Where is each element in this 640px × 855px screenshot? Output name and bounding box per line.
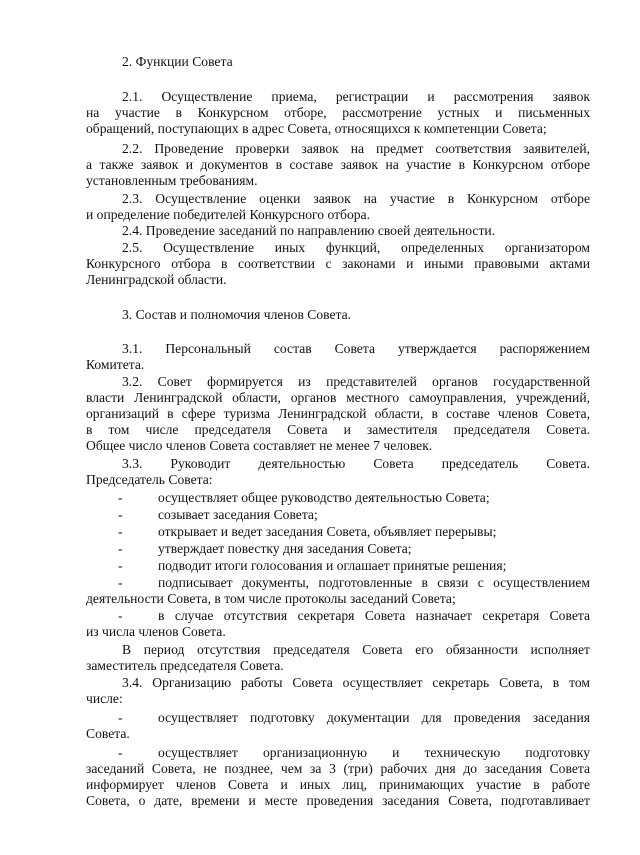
bullet-text: осуществляет общее руководство деятельностью Совета;	[158, 490, 490, 505]
bullet-dash: -	[118, 541, 123, 556]
bullet-dash: -	[118, 745, 123, 760]
paragraph-line: организаций в сфере туризма Ленинградской области, в составе членов Совета,	[86, 406, 590, 421]
bullet-text: подписывает документы, подготовленные в связи с осуществлением	[158, 575, 590, 590]
bullet-text: созывает заседания Совета;	[158, 507, 318, 522]
bullet-text-continuation: Совета.	[86, 726, 130, 741]
paragraph-line: заместитель председателя Совета.	[86, 658, 284, 673]
paragraph-line: 2.2. Проведение проверки заявок на предмет соответствия заявителей,	[122, 141, 590, 156]
paragraph-line: 2.1. Осуществление приема, регистрации и рассмотрения заявок	[122, 89, 590, 104]
paragraph-line: установленным требованиям.	[86, 173, 258, 188]
paragraph-line: 3.3. Руководит деятельностью Совета председатель Совета.	[122, 456, 590, 471]
bullet-text: утверждает повестку дня заседания Совета;	[158, 541, 412, 556]
bullet-dash: -	[118, 710, 123, 725]
paragraph-line: а также заявок и документов в составе заявок на участие в Конкурсном отборе	[86, 157, 590, 172]
bullet-text: открывает и ведет заседания Совета, объявляет перерывы;	[158, 524, 497, 539]
paragraph-line: 2.4. Проведение заседаний по направлению своей деятельности.	[122, 223, 496, 238]
bullet-text-continuation: информирует членов Совета и иных лиц, принимающих участие в работе	[86, 777, 590, 792]
paragraph-line: Общее число членов Совета составляет не менее 7 человек.	[86, 438, 433, 453]
section-heading: 2. Функции Совета	[122, 54, 233, 69]
section-heading: 3. Состав и полномочия членов Совета.	[122, 307, 352, 322]
paragraph-line: власти Ленинградской области, органов местного самоуправления, учреждений,	[86, 390, 590, 405]
bullet-text-continuation: деятельности Совета, в том числе протоколы заседаний Совета;	[86, 591, 456, 606]
paragraph-line: и определение победителей Конкурсного отбора.	[86, 207, 370, 222]
paragraph-line: В период отсутствия председателя Совета его обязанности исполняет	[122, 642, 590, 657]
bullet-text-continuation: заседаний Совета, не позднее, чем за 3 (три) рабочих дня до заседания Совета	[86, 761, 590, 776]
paragraph-line: 3.2. Совет формируется из представителей органов государственной	[122, 374, 590, 389]
bullet-dash: -	[118, 558, 123, 573]
paragraph-line: Конкурсного отбора в соответствии с законами и иными правовыми актами	[86, 256, 590, 271]
bullet-dash: -	[118, 608, 123, 623]
paragraph-line: Председатель Совета:	[86, 472, 213, 487]
paragraph-line: 3.4. Организацию работы Совета осуществляет секретарь Совета, в том	[122, 675, 590, 690]
bullet-text: осуществляет организационную и техническую подготовку	[158, 745, 590, 760]
bullet-text: в случае отсутствия секретаря Совета назначает секретаря Совета	[158, 608, 590, 623]
bullet-dash: -	[118, 575, 123, 590]
paragraph-line: в том числе председателя Совета и заместителя председателя Совета.	[86, 422, 590, 437]
bullet-dash: -	[118, 490, 123, 505]
bullet-dash: -	[118, 524, 123, 539]
paragraph-line: Комитета.	[86, 357, 145, 372]
paragraph-line: 2.5. Осуществление иных функций, определенных организатором	[122, 240, 590, 255]
paragraph-line: 3.1. Персональный состав Совета утверждается распоряжением	[122, 341, 590, 356]
bullet-dash: -	[118, 507, 123, 522]
bullet-text: осуществляет подготовку документации для проведения заседания	[158, 710, 590, 725]
bullet-text: подводит итоги голосования и оглашает принятые решения;	[158, 558, 507, 573]
bullet-text-continuation: Совета, о дате, времени и месте проведения заседания Совета, подготавливает	[86, 793, 590, 808]
paragraph-line: 2.3. Осуществление оценки заявок на участие в Конкурсном отборе	[122, 191, 590, 206]
paragraph-line: Ленинградской области.	[86, 272, 227, 287]
paragraph-line: числе:	[86, 691, 123, 706]
paragraph-line: обращений, поступающих в адрес Совета, относящихся к компетенции Совета;	[86, 121, 547, 136]
bullet-text-continuation: из числа членов Совета.	[86, 624, 226, 639]
paragraph-line: на участие в Конкурсном отборе, рассмотрение устных и письменных	[86, 105, 590, 120]
